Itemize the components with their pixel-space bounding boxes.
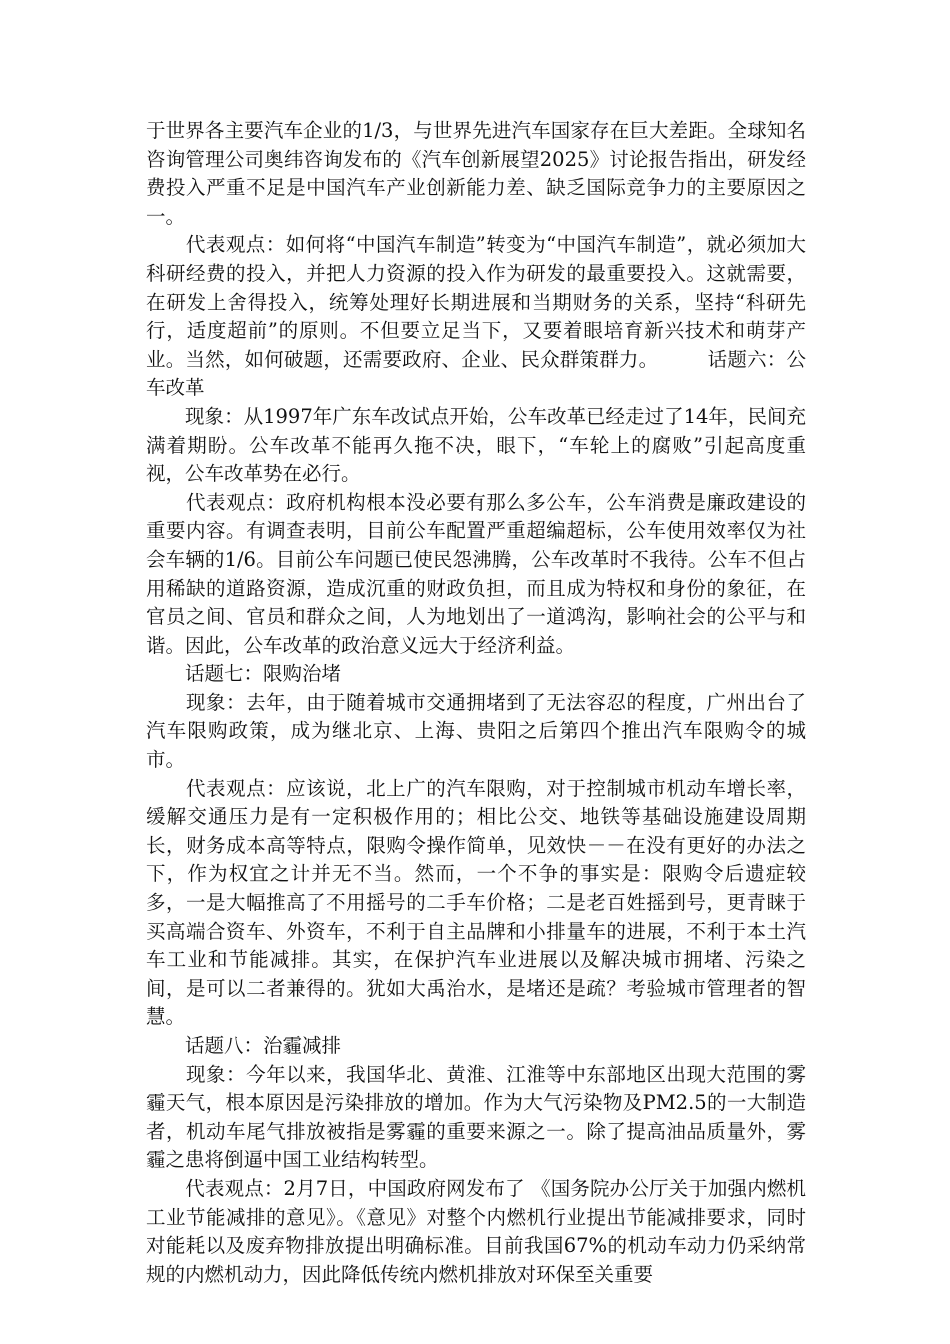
paragraph-purchase-limit-phenomenon: 现象：去年，由于随着城市交通拥堵到了无法容忍的程度，广州出台了汽车限购政策，成为继北京、上海、贵阳之后第四个推出汽车限购令的城市。 [146,690,806,772]
paragraph-smog-phenomenon: 现象：今年以来，我国华北、黄淮、江淮等中东部地区出现大范围的雾霾天气，根本原因是污染排放的增加。作为大气污染物及PM2.5的一大制造者，机动车尾气排放被指是雾霾的重要来源之一。除了提高油品质量外，雾霾之患将倒逼中国工业结构转型。 [146,1062,806,1172]
paragraph-bus-reform-viewpoint: 代表观点：政府机构根本没必要有那么多公车，公车消费是廉政建设的重要内容。有调查表明，目前公车配置严重超编超标，公车使用效率仅为社会车辆的1/6。目前公车问题已使民怨沸腾，公车改革时不我待。公车不但占用稀缺的道路资源，造成沉重的财政负担，而且成为特权和身份的象征，在官员之间、官员和群众之间，人为地划出了一道鸿沟，影响社会的公平与和谐。因此，公车改革的政治意义远大于经济利益。 [146,490,806,657]
heading-topic-eight: 话题八：治霾减排 [146,1034,342,1057]
paragraph-bus-reform-phenomenon: 现象：从1997年广东车改试点开始，公车改革已经走过了14年，民间充满着期盼。公车改革不能再久拖不决，眼下，“车轮上的腐败”引起高度重视，公车改革势在必行。 [146,404,806,486]
heading-topic-seven: 话题七：限购治堵 [146,662,342,686]
document-body [146,117,806,1289]
paragraph-rd-viewpoint: 代表观点：如何将“中国汽车制造”转变为“中国汽车制造”，就必须加大科研经费的投入，并把人力资源的投入作为研发的最重要投入。这就需要，在研发上舍得投入，统筹处理好长期进展和当期财务的关系，坚持“科研先行，适度超前”的原则。不但要立足当下，又要着眼培育新兴技术和萌芽产业。当然，如何破题，还需要政府、企业、民众群策群力。 话题六：公车改革 [146,233,806,400]
paragraph-purchase-limit-viewpoint: 代表观点：应该说，北上广的汽车限购，对于控制城市机动车增长率，缓解交通压力是有一定积极作用的；相比公交、地铁等基础设施建设周期长，财务成本高等特点，限购令操作简单，见效快－－在没有更好的办法之下，作为权宜之计并无不当。然而，一个不争的事实是：限购令后遗症较多，一是大幅推高了不用摇号的二手车价格；二是老百姓摇到号，更青睐于买高端合资车、外资车，不利于自主品牌和小排量车的进展，不利于本土汽车工业和节能减排。其实，在保护汽车业进展以及解决城市拥堵、污染之间，是可以二者兼得的。犹如大禹治水，是堵还是疏？考验城市管理者的智慧。 [146,776,806,1029]
paragraph-smog-viewpoint: 代表观点：2月7日，中国政府网发布了 《国务院办公厅关于加强内燃机工业节能减排的意见》。《意见》对整个内燃机行业提出节能减排要求，同时对能耗以及废弃物排放提出明确标准。目前我国67%的机动车动力仍采纳常规的内燃机动力，因此降低传统内燃机排放对环保至关重要 [146,1176,806,1286]
paragraph-rd-investment: 于世界各主要汽车企业的1/3，与世界先进汽车国家存在巨大差距。全球知名咨询管理公司奥纬咨询发布的《汽车创新展望2025》讨论报告指出，研发经费投入严重不足是中国汽车产业创新能力差、缺乏国际竞争力的主要原因之一。 [146,119,806,228]
